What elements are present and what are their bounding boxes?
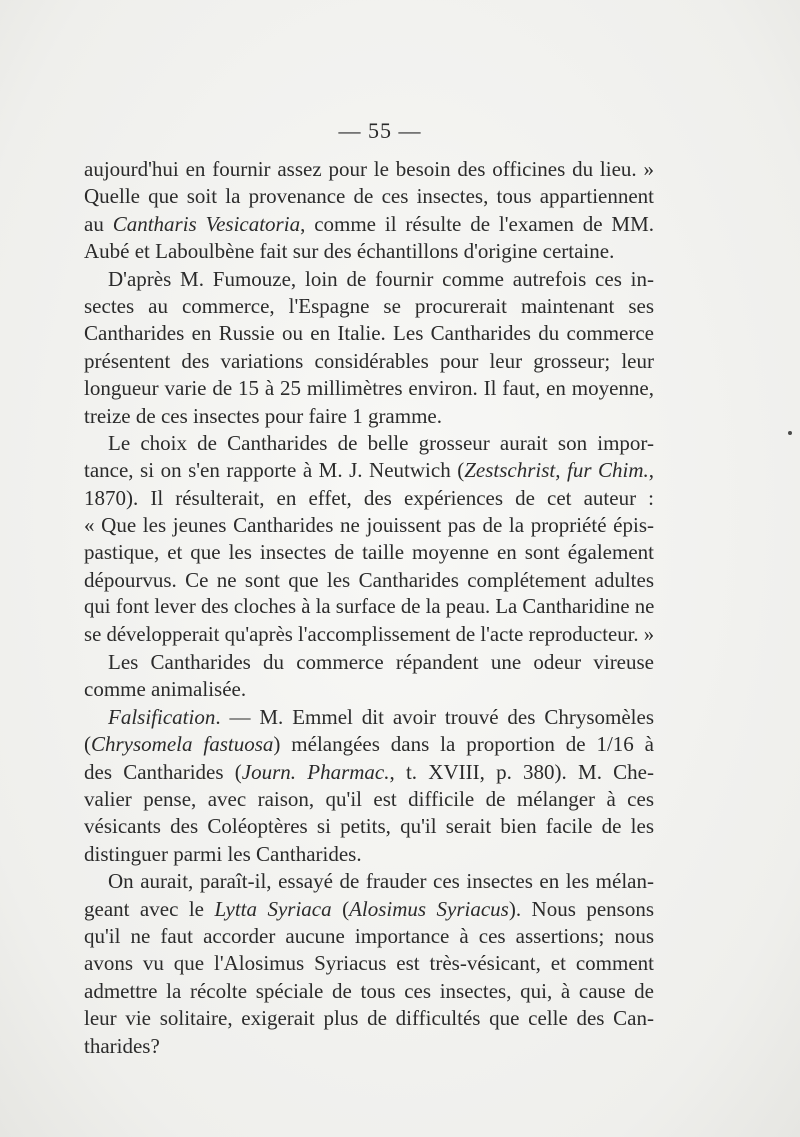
- text-line: [84, 266, 654, 293]
- text-run: dépourvus. Ce ne sont que les Cantharides complétement adultes: [84, 567, 654, 592]
- text-run: D'après M. Fumouze, loin de fournir comme autrefois ces in-: [108, 266, 654, 291]
- text-run: Cantharides en Russie ou en Italie. Les Cantharides du commerce: [84, 321, 654, 346]
- text-line: [84, 649, 654, 676]
- text-run: valier pense, avec raison, qu'il est difficile de mélanger à ces: [84, 786, 654, 811]
- text-run: . — M. Emmel dit avoir trouvé des Chrysomèles: [215, 704, 654, 729]
- text-line: [84, 156, 654, 183]
- italic-text: Cantharis Vesicatoria: [112, 211, 301, 236]
- text-run: Le choix de Cantharides de belle grosseur aurait son impor-: [108, 430, 654, 455]
- text-line: [84, 731, 654, 758]
- text-run: présentent des variations considérables pour leur grosseur; leur: [84, 348, 654, 373]
- text-line: [84, 978, 654, 1005]
- text-line: [84, 676, 654, 703]
- text-line: [84, 457, 654, 484]
- text-line: [84, 211, 654, 238]
- text-line: [84, 813, 654, 840]
- text-run: On aurait, paraît-il, essayé de frauder ces insectes en les mélan-: [108, 869, 654, 894]
- text-run: longueur varie de 15 à 25 millimètres environ. Il faut, en moyenne,: [84, 376, 654, 401]
- text-run: treize de ces insectes pour faire 1 gramme.: [84, 403, 442, 428]
- text-run: (: [331, 896, 350, 921]
- text-run: sectes au commerce, l'Espagne se procurerait maintenant ses: [84, 293, 654, 318]
- text-line: [84, 841, 654, 868]
- text-line: [84, 567, 654, 594]
- text-run: qui font lever des cloches à la surface de la peau. La Cantharidine ne: [84, 596, 655, 619]
- text-line: [84, 348, 654, 375]
- text-run: aujourd'hui en fournir assez pour le besoin des officines du lieu. »: [84, 157, 654, 181]
- italic-text: Journ. Pharmac.: [241, 759, 390, 784]
- body-text: [84, 156, 654, 1060]
- text-line: [84, 238, 654, 265]
- text-line: [84, 868, 654, 895]
- text-run: distinguer parmi les Cantharides.: [84, 841, 362, 866]
- text-line: [84, 293, 654, 320]
- italic-text: Zestschrist, fur Chim.: [464, 458, 649, 483]
- text-line: [84, 1033, 654, 1060]
- text-run: , comme il résulte de l'examen de MM.: [300, 211, 654, 236]
- text-run: se développerait qu'après l'accomplissement de l'acte reproducteur. »: [84, 623, 655, 646]
- italic-text: Chrysomela fastuosa: [91, 732, 274, 757]
- margin-speck: [788, 431, 792, 435]
- page-number: — 55 —: [338, 118, 422, 143]
- text-run: pastique, et que les insectes de taille moyenne en sont également: [84, 540, 654, 565]
- text-run: ) mélangées dans la proportion de 1/16 à: [273, 732, 654, 757]
- italic-text: Falsification: [108, 704, 216, 729]
- text-line: [84, 512, 654, 539]
- text-run: ). Nous pensons: [508, 896, 654, 921]
- text-run: ,: [648, 458, 655, 483]
- text-run: avons vu que l'Alosimus Syriacus est très-vésicant, et comment: [84, 951, 654, 976]
- italic-text: Lytta Syriaca: [214, 896, 332, 921]
- text-run: tharides?: [84, 1033, 160, 1058]
- text-line: [84, 759, 654, 786]
- text-run: des Cantharides (: [84, 759, 242, 784]
- text-run: vésicants des Coléoptères si petits, qu'il serait bien facile de les: [84, 814, 654, 839]
- text-line: [84, 320, 654, 347]
- text-run: « Que les jeunes Cantharides ne jouissent pas de la propriété épis-: [84, 513, 654, 538]
- text-line: [84, 786, 654, 813]
- text-run: au: [84, 211, 113, 236]
- text-run: (: [84, 732, 91, 757]
- text-run: Quelle que soit la provenance de ces insectes, tous appartiennent: [84, 184, 654, 209]
- text-line: [84, 594, 654, 621]
- text-line: [84, 622, 654, 649]
- text-run: admettre la récolte spéciale de tous ces insectes, qui, à cause de: [84, 978, 654, 1003]
- text-line: [84, 430, 654, 457]
- text-run: geant avec le: [84, 896, 215, 921]
- text-line: [84, 403, 654, 430]
- text-line: [84, 183, 654, 210]
- text-run: , t. XVIII, p. 380). M. Che-: [389, 759, 655, 784]
- text-line: [84, 539, 654, 566]
- text-run: tance, si on s'en rapporte à M. J. Neutwich (: [84, 458, 465, 483]
- text-line: [84, 375, 654, 402]
- text-run: Les Cantharides du commerce répandent une odeur vireuse: [108, 650, 654, 675]
- text-run: comme animalisée.: [84, 677, 247, 702]
- text-line: [84, 923, 654, 950]
- text-line: [84, 896, 654, 923]
- text-line: [84, 1005, 654, 1032]
- text-line: [84, 950, 654, 977]
- text-line: [84, 704, 654, 731]
- text-run: qu'il ne faut accorder aucune importance à ces assertions; nous: [84, 923, 654, 948]
- text-line: [84, 485, 654, 512]
- italic-text: Alosimus Syriacus: [349, 896, 509, 921]
- text-run: 1870). Il résulterait, en effet, des expériences de cet auteur :: [84, 485, 654, 510]
- text-run: leur vie solitaire, exigerait plus de difficultés que celle des Can-: [84, 1006, 654, 1031]
- text-run: Aubé et Laboulbène fait sur des échantillons d'origine certaine.: [84, 239, 615, 264]
